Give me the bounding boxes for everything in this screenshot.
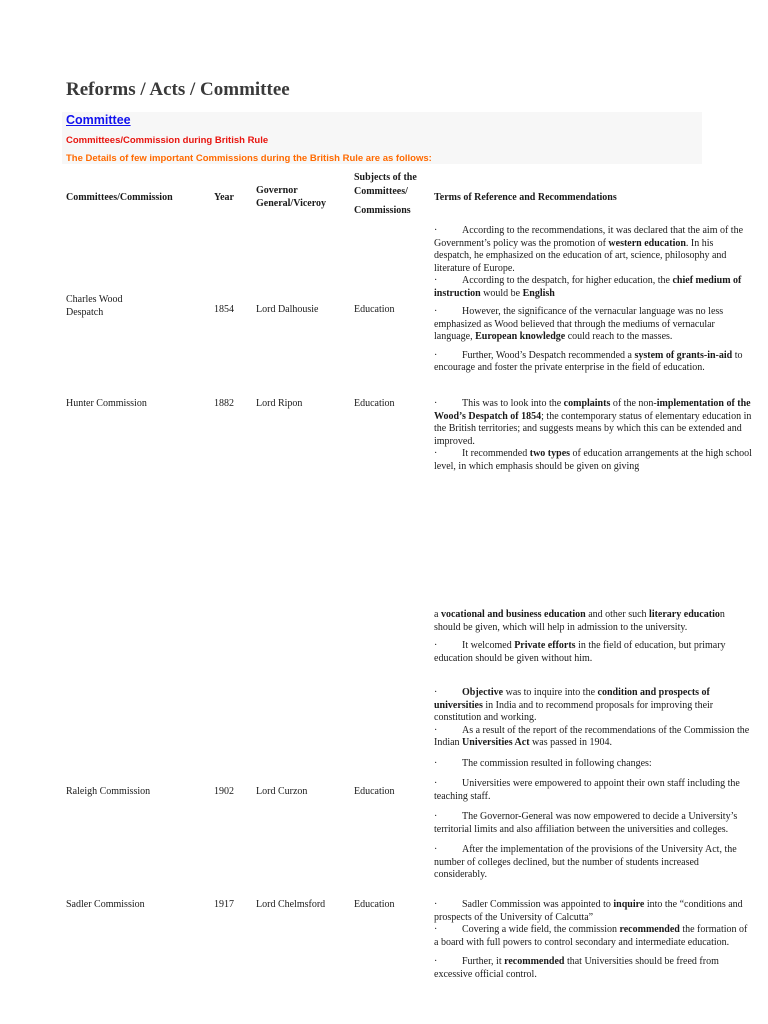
row-wood-name xyxy=(66,294,123,319)
header-governor-line1: Governor xyxy=(256,185,298,196)
row-wood-year: 1854 xyxy=(214,304,234,315)
row-raleigh-year: 1902 xyxy=(214,786,234,797)
terms-raleigh-p3: · The commission resulted in following changes: xyxy=(434,757,652,769)
terms-raleigh-p4: · Universities were empowered to appoint their own staff including the teaching staff. xyxy=(434,778,740,802)
bullet: · xyxy=(434,349,438,361)
page-title: Reforms / Acts / Committee xyxy=(66,79,290,100)
row-sadler-year: 1917 xyxy=(214,899,234,910)
row-sadler-subject: Education xyxy=(354,899,395,910)
header-subjects-line2: Committees/ xyxy=(354,185,408,197)
header-year: Year xyxy=(214,192,234,203)
terms-sadler-p2: · Covering a wide field, the commission recommended the formation of a board with full powers to control secondary and intermediate education. xyxy=(434,924,748,948)
row-hunter-year: 1882 xyxy=(214,398,234,409)
terms-wood-p1: · According to the recommendations, it was declared that the aim of the Government’s policy was the promotion of western education. In his despatch, he emphasized on the education of art, science, philosophy and literature of Europe. xyxy=(434,225,744,274)
row-hunter-subject: Education xyxy=(354,398,395,409)
bullet: · xyxy=(434,225,438,236)
row-raleigh-name: Raleigh Commission xyxy=(66,786,151,797)
row-sadler-name: Sadler Commission xyxy=(66,899,145,910)
bullet: · xyxy=(434,687,438,698)
row-hunter-name: Hunter Commission xyxy=(66,398,147,409)
bullet: · xyxy=(434,448,438,459)
bullet: · xyxy=(434,956,438,967)
terms-raleigh xyxy=(434,687,752,882)
row-wood-name-line1: Charles Wood xyxy=(66,294,123,305)
row-sadler-governor: Lord Chelmsford xyxy=(256,899,326,910)
row-wood-name-line2: Despatch xyxy=(66,306,104,318)
bullet: · xyxy=(434,899,438,910)
terms-raleigh-p6: · After the implementation of the provisions of the University Act, the number of colleges declined, but the number of students increased considerably. xyxy=(434,844,737,880)
row-wood-governor: Lord Dalhousie xyxy=(256,304,319,315)
header-subjects-line1: Subjects of the xyxy=(354,172,417,183)
terms-wood-p4: · Further, Wood’s Despatch recommended a system of grants-in-aid to encourage and foster the private enterprise in the field of education. xyxy=(434,349,743,373)
bullet: · xyxy=(434,757,438,769)
bullet: · xyxy=(434,811,438,822)
header-subjects xyxy=(354,171,417,218)
terms-hunter-top xyxy=(434,398,752,473)
bullet: · xyxy=(434,640,438,651)
bullet: · xyxy=(434,778,438,789)
row-hunter-governor: Lord Ripon xyxy=(256,398,303,409)
terms-hunter-p2: · It recommended two types of education arrangements at the high school level, in which emphasis should be given on giving xyxy=(434,448,752,472)
terms-wood-p3: · However, the significance of the vernacular language was no less emphasized as Wood believed that through the mediums of vernacular language, European knowledge could reach to the masses. xyxy=(434,306,724,342)
row-raleigh-subject: Education xyxy=(354,786,395,797)
header-governor xyxy=(256,184,326,210)
terms-sadler-p1: · Sadler Commission was appointed to inquire into the “conditions and prospects of the University of Calcutta” xyxy=(434,899,743,923)
bullet: · xyxy=(434,306,438,317)
bullet: · xyxy=(434,398,438,409)
bullet: · xyxy=(434,724,438,736)
terms-hunter-bottom xyxy=(434,609,752,665)
terms-hunter-p1: · This was to look into the complaints of the non-implementation of the Wood’s Despatch of 1854; the contemporary status of elementary education in the British territories; and suggests means by which this can be extended and improved. xyxy=(434,398,752,447)
terms-hunter-p4: · It welcomed Private efforts in the field of education, but primary education should be given without him. xyxy=(434,640,726,664)
row-raleigh-governor: Lord Curzon xyxy=(256,786,308,797)
committee-link[interactable]: Committee xyxy=(66,113,131,127)
bullet: · xyxy=(434,275,438,286)
terms-raleigh-p1: · Objective was to inquire into the condition and prospects of universities in India and to recommend proposals for improving their constitution and working. xyxy=(434,687,714,723)
header-governor-line2: General/Viceroy xyxy=(256,198,326,209)
row-wood-subject: Education xyxy=(354,304,395,315)
terms-wood-p2: · According to the despatch, for higher education, the chief medium of instruction would be English xyxy=(434,275,742,299)
terms-raleigh-p2: · As a result of the report of the recommendations of the Commission the Indian Universities Act was passed in 1904. xyxy=(434,724,750,748)
terms-wood xyxy=(434,225,752,375)
header-committee: Committees/Commission xyxy=(66,192,173,203)
bullet: · xyxy=(434,844,438,855)
terms-raleigh-p5: · The Governor-General was now empowered to decide a University’s territorial limits and also affiliation between the universities and colleges. xyxy=(434,811,738,835)
header-terms: Terms of Reference and Recommendations xyxy=(434,192,617,203)
subtitle-orange: The Details of few important Commissions during the British Rule are as follows: xyxy=(66,153,432,164)
subtitle-red: Committees/Commission during British Rule xyxy=(66,135,269,146)
header-subjects-line3: Commissions xyxy=(354,205,411,216)
terms-sadler xyxy=(434,899,752,981)
terms-sadler-p3: · Further, it recommended that Universities should be freed from excessive official control. xyxy=(434,956,719,980)
bullet: · xyxy=(434,924,438,935)
terms-hunter-p3: a vocational and business education and other such literary education should be given, which will help in admission to the university. xyxy=(434,609,725,633)
